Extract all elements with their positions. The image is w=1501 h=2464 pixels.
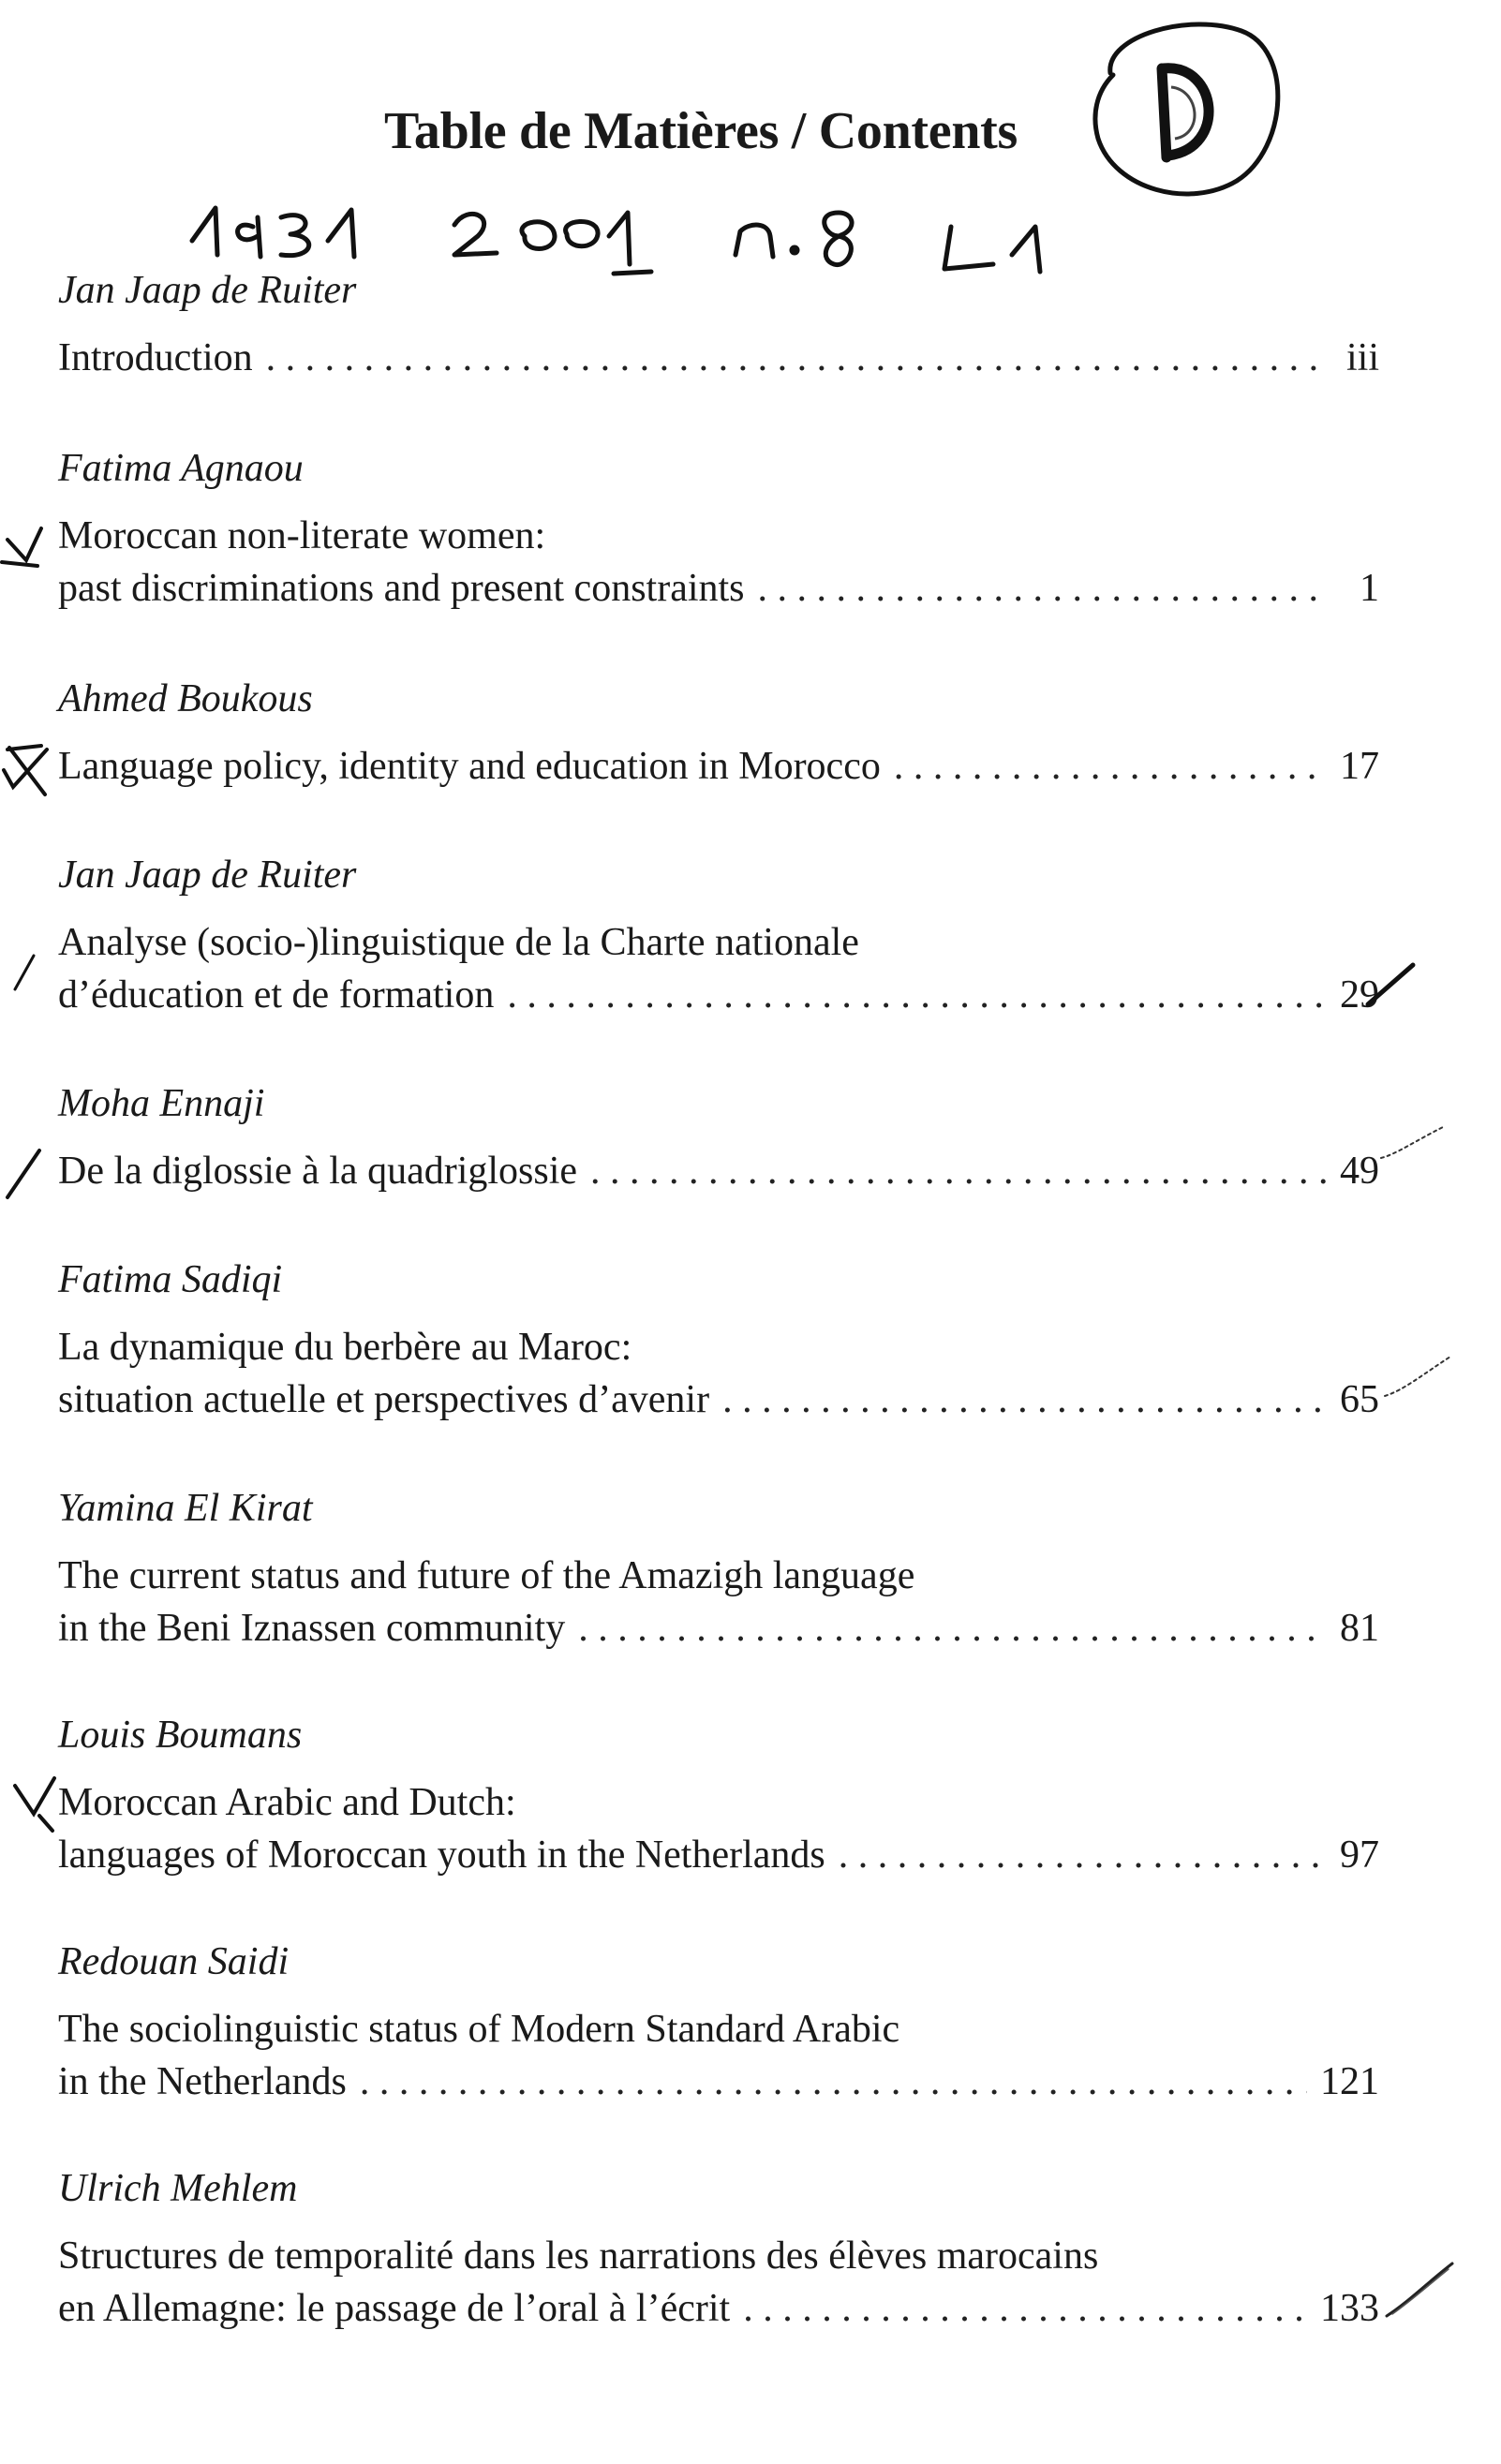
entry-title-line[interactable] — [58, 562, 1379, 615]
margin-check-mark — [0, 740, 56, 806]
entry-title-line: Analyse (socio-)linguistique de la Charte nationale — [58, 921, 859, 964]
entry-page-number: 29 — [1340, 973, 1379, 1017]
margin-check-mark — [7, 950, 45, 995]
margin-check-mark — [0, 521, 56, 577]
page-check-mark — [1377, 1121, 1452, 1167]
entry-title: en Allemagne: le passage de l’oral à l’écrit — [58, 2287, 731, 2330]
toc-entry — [58, 851, 1379, 1021]
entry-title-line: Moroccan non-literate women: — [58, 514, 546, 557]
page-title: Table de Matières / Contents — [384, 102, 1018, 160]
entry-author: Louis Boumans — [58, 1714, 303, 1757]
entry-title-line[interactable] — [58, 740, 1379, 793]
entry-title-line: Moroccan Arabic and Dutch: — [58, 1781, 516, 1824]
entry-title-line[interactable] — [58, 1602, 1379, 1655]
entry-title-line: The current status and future of the Amazigh language — [58, 1554, 915, 1597]
dot-leader — [743, 2282, 1307, 2335]
entry-page-number: 121 — [1320, 2060, 1379, 2103]
dot-leader — [590, 1145, 1327, 1197]
entry-title: in the Netherlands — [58, 2060, 347, 2103]
entry-title: Language policy, identity and education in Morocco — [58, 745, 881, 788]
page-check-mark — [1381, 1349, 1456, 1405]
entry-page-number: 133 — [1320, 2287, 1379, 2330]
entry-title-line[interactable] — [58, 1373, 1379, 1426]
entry-title: De la diglossie à la quadriglossie — [58, 1150, 578, 1193]
entry-author: Redouan Saidi — [58, 1940, 290, 1983]
entry-title: d’éducation et de formation — [58, 973, 495, 1017]
circled-letter-stamp — [1077, 17, 1293, 204]
dot-leader — [722, 1373, 1327, 1426]
dot-leader — [507, 969, 1327, 1021]
entry-title-line: La dynamique du berbère au Maroc: — [58, 1326, 632, 1369]
entry-title-line[interactable] — [58, 2282, 1379, 2335]
toc-entry — [58, 444, 1379, 615]
entry-author: Yamina El Kirat — [58, 1487, 313, 1530]
entry-title-line[interactable] — [58, 1829, 1379, 1881]
dot-leader — [839, 1829, 1327, 1881]
entry-author: Fatima Sadiqi — [58, 1258, 283, 1301]
toc-entry — [58, 2164, 1379, 2335]
toc-entry — [58, 1079, 1379, 1197]
toc-entry — [58, 1937, 1379, 2108]
margin-check-mark — [11, 1773, 67, 1834]
page-check-mark — [1383, 2258, 1458, 2323]
entry-author: Jan Jaap de Ruiter — [58, 269, 357, 312]
entry-author: Ahmed Boukous — [58, 677, 313, 720]
dot-leader — [758, 562, 1329, 615]
entry-author: Fatima Agnaou — [58, 447, 304, 490]
entry-title-line: The sociolinguistic status of Modern Standard Arabic — [58, 2008, 900, 2051]
margin-check-mark — [2, 1145, 49, 1201]
entry-title: situation actuelle et perspectives d’avenir — [58, 1378, 710, 1421]
entry-title-line[interactable] — [58, 332, 1379, 384]
entry-author: Moha Ennaji — [58, 1082, 265, 1125]
entry-page-number: 17 — [1340, 745, 1379, 788]
entry-page-number: iii — [1345, 336, 1379, 379]
entry-author: Ulrich Mehlem — [58, 2167, 298, 2210]
toc-entry — [58, 1711, 1379, 1881]
entry-title-line[interactable] — [58, 969, 1379, 1021]
toc-entry — [58, 675, 1379, 793]
dot-leader — [578, 1602, 1327, 1655]
toc-entry — [58, 1484, 1379, 1655]
entry-page-number: 49 — [1340, 1150, 1379, 1193]
toc-entry — [58, 1255, 1379, 1426]
dot-leader — [360, 2056, 1307, 2108]
entry-page-number: 97 — [1340, 1833, 1379, 1877]
page-check-mark — [1364, 956, 1420, 1012]
entry-title: in the Beni Iznassen community — [58, 1607, 566, 1650]
entry-title-line: Structures de temporalité dans les narrations des élèves marocains — [58, 2234, 1099, 2278]
entry-page-number: 65 — [1340, 1378, 1379, 1421]
entry-title-line[interactable] — [58, 2056, 1379, 2108]
entry-title-line[interactable] — [58, 1145, 1379, 1197]
entry-title: languages of Moroccan youth in the Netherlands — [58, 1833, 825, 1877]
entry-page-number: 1 — [1360, 567, 1379, 610]
dot-leader — [894, 740, 1327, 793]
toc-entry — [58, 266, 1379, 384]
entry-page-number: 81 — [1340, 1607, 1379, 1650]
entry-title: Introduction — [58, 336, 253, 379]
entry-title: past discriminations and present constraints — [58, 567, 745, 610]
entry-author: Jan Jaap de Ruiter — [58, 853, 357, 897]
dot-leader — [266, 332, 1329, 384]
